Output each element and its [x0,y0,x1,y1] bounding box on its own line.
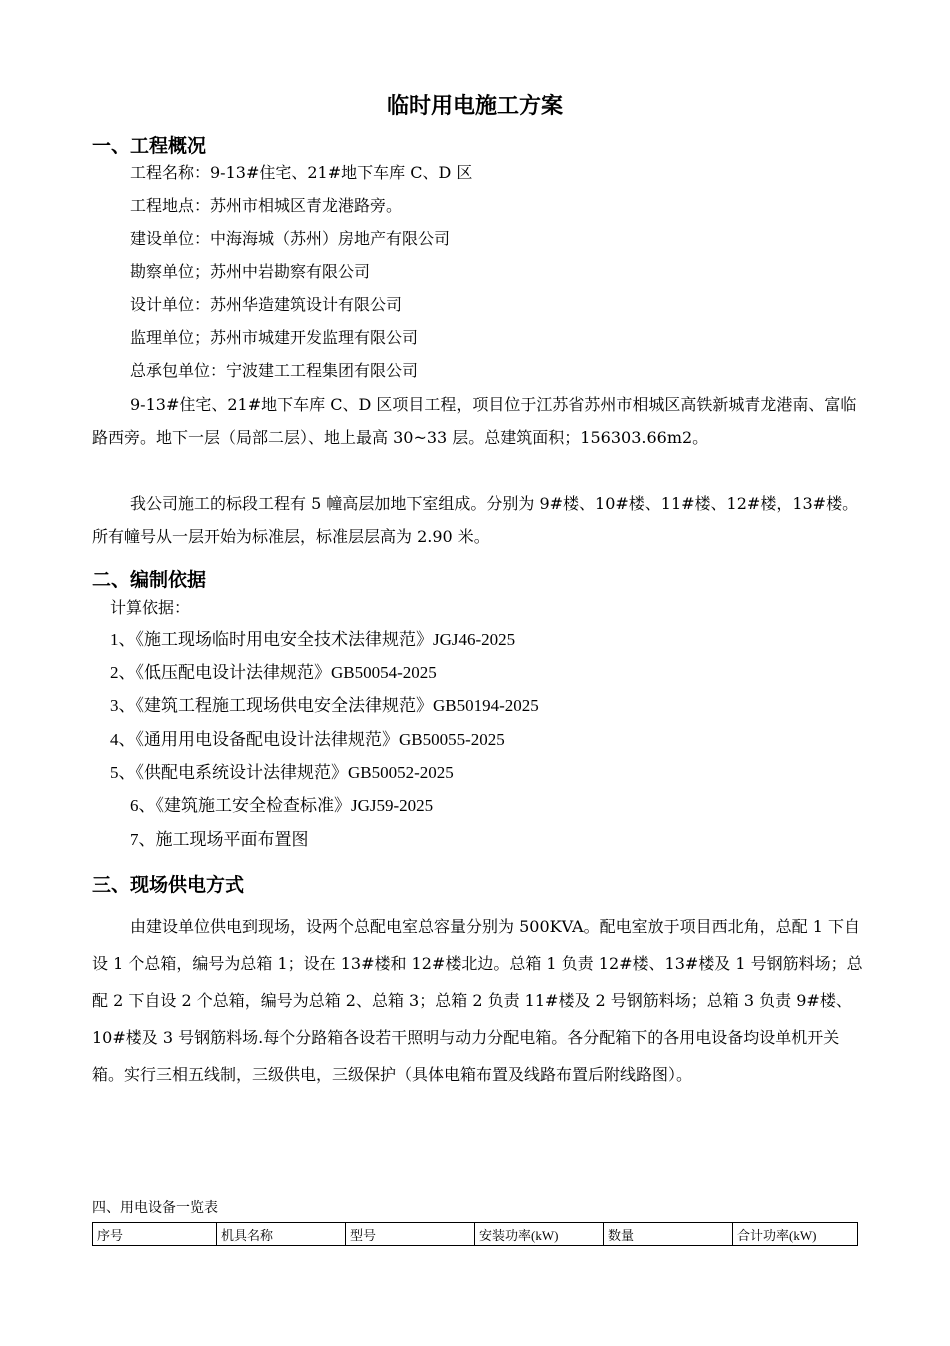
bid-section-paragraph [92,487,864,553]
basis-intro: 计算依据： [110,598,191,617]
header-cell-total-power: 合计功率(kW) [733,1223,858,1246]
power-supply-paragraph [92,908,864,1093]
section-heading-power-supply: 三、现场供电方式 [92,874,245,896]
project-description-text: 9-13#住宅、21#地下车库 C、D 区项目工程，项目位于江苏省苏州市相城区高铁新城青龙港南、富临路西旁。地下一层（局部二层）、地上最高 30~33 层。总建筑面积；156303.66m2。 [92,395,857,447]
project-name-line: 工程名称：9-13#住宅、21#地下车库 C、D 区 [130,163,473,182]
reference-item: 5、《供配电系统设计法律规范》GB50052-2025 [110,763,454,782]
power-supply-text: 由建设单位供电到现场，设两个总配电室总容量分别为 500KVA。配电室放于项目西北角，总配 1 下自设 1 个总箱，编号为总箱 1；设在 13#楼和 12#楼北边。总箱 1 负责 12#楼、13#楼及 1 号钢筋料场；总配 2 下自设 2 个总箱，编号为总箱 2、总箱 3；总箱 2 负责 11#楼及 2 号钢筋料场；总箱 3 负责 9#楼、10#楼及 3 号钢筋料场.每个分路箱各设若干照明与动力分配电箱。各分配箱下的各用电设备均设单机开关箱。实行三相五线制，三级供电，三级保护（具体电箱布置及线路布置后附线路图）。 [92,917,863,1084]
reference-item: 1、《施工现场临时用电安全技术法律规范》JGJ46-2025 [110,630,516,649]
header-cell-model: 型号 [346,1223,475,1246]
design-unit-line: 设计单位：苏州华造建筑设计有限公司 [130,295,403,314]
equipment-table [92,1222,858,1246]
section-heading-overview: 一、工程概况 [92,135,207,157]
survey-unit-line: 勘察单位；苏州中岩勘察有限公司 [130,262,371,281]
general-contractor-line: 总承包单位：宁波建工工程集团有限公司 [130,361,419,380]
reference-item: 7、施工现场平面布置图 [130,830,309,849]
owner-unit-line: 建设单位：中海海城（苏州）房地产有限公司 [130,229,451,248]
header-cell-index: 序号 [93,1223,217,1246]
reference-item: 6、《建筑施工安全检查标准》JGJ59-2025 [130,796,434,815]
project-description-paragraph [92,388,864,454]
section-heading-basis: 二、编制依据 [92,569,207,591]
header-cell-machine-name: 机具名称 [217,1223,346,1246]
document-title: 临时用电施工方案 [386,94,563,119]
equipment-table-caption: 四、用电设备一览表 [92,1200,218,1216]
reference-item: 4、《通用用电设备配电设计法律规范》GB50055-2025 [110,730,505,749]
reference-item: 3、《建筑工程施工现场供电安全法律规范》GB50194-2025 [110,696,539,715]
header-cell-installed-power: 安装功率(kW) [475,1223,604,1246]
header-cell-quantity: 数量 [604,1223,733,1246]
bid-section-text: 我公司施工的标段工程有 5 幢高层加地下室组成。分别为 9#楼、10#楼、11#楼、12#楼，13#楼。所有幢号从一层开始为标准层，标准层层高为 2.90 米。 [92,494,859,546]
reference-item: 2、《低压配电设计法律规范》GB50054-2025 [110,663,437,682]
table-header-row [93,1223,858,1246]
project-location-line: 工程地点：苏州市相城区青龙港路旁。 [130,196,403,215]
supervision-unit-line: 监理单位；苏州市城建开发监理有限公司 [130,328,419,347]
